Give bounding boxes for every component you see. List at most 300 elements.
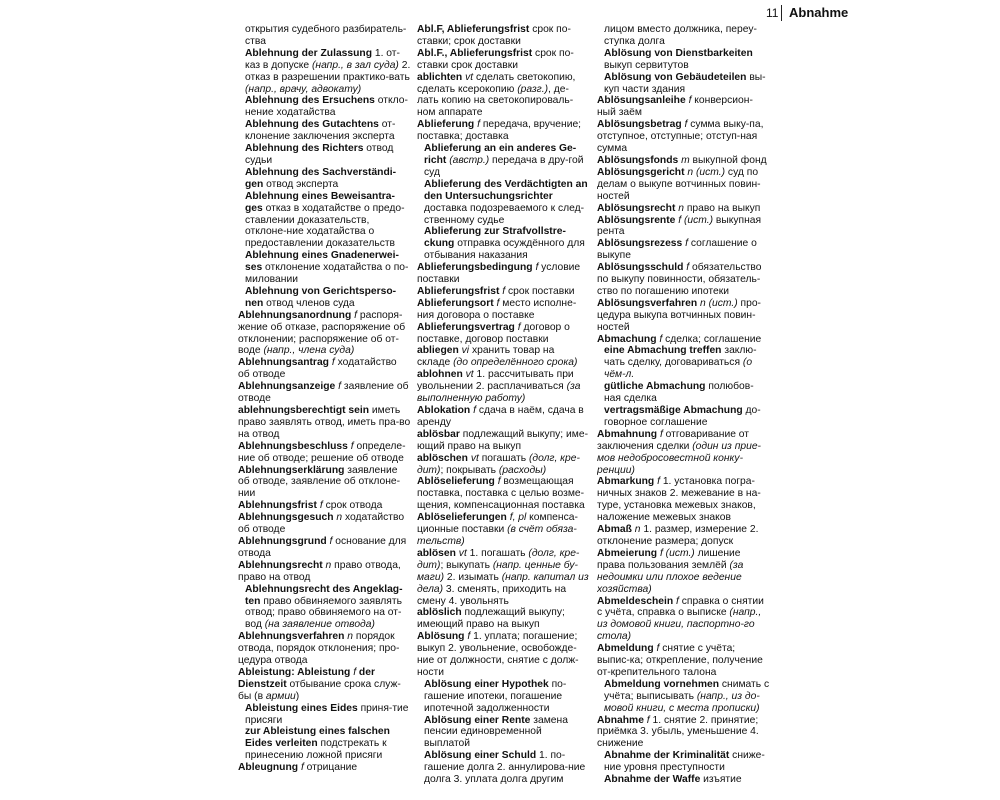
definition: основание для отвода [238, 535, 407, 559]
headword: Ablehnung des Richters [245, 143, 364, 155]
definition: передача в дру-гой суд [424, 154, 584, 178]
definition: 1. снятие 2. принятие; приёмка 3. убыль, уменьшение 4. снижение [597, 714, 759, 750]
entry-continuation [238, 24, 411, 48]
headword: Ablösungsrezess [597, 238, 683, 250]
headword: ablöslich [417, 607, 462, 619]
definition: снятие с учёта; выпис-ка; открепление, получение от-крепительного талона [597, 643, 763, 678]
grammar-note: vi [461, 345, 470, 357]
headword: Ablösung von Dienstbarkeiten [604, 47, 753, 59]
headword: Ablösungsanleihe [597, 95, 686, 107]
headword: Ablösungsrente [597, 214, 676, 226]
headword: Ablokation [417, 405, 471, 416]
headword: Ablehnung von Gerichtsperso-nen [245, 285, 397, 309]
definition: отговаривание от заключения сделки [597, 428, 750, 452]
headword: Ablösung einer Schuld [424, 750, 537, 762]
definition: обязательство по выкупу повинности, обязатель-ство по погашению ипотеки [597, 262, 762, 297]
grammar-note: f, pl [509, 512, 527, 524]
definition: заявление об отводе, заявление об отклоне-нии [238, 464, 401, 500]
dictionary-entry [238, 441, 411, 465]
headword: Ablöselieferung [417, 476, 495, 488]
headword: Abnahme der Waffe [604, 774, 701, 786]
definition: определе-ние об отводе; решение об отводе [238, 440, 406, 464]
grammar-note: f [300, 762, 304, 774]
sub-entry [597, 381, 770, 405]
dictionary-entry [597, 203, 770, 215]
grammar-note: f [329, 535, 333, 547]
grammar-note: f (ист.) [659, 547, 695, 559]
definition: отправка осуждённого для отбывания наказания [424, 238, 585, 262]
headword: Ablehnung des Sachverständi-gen [245, 166, 397, 190]
dictionary-entry [238, 500, 411, 512]
grammar-note: f [686, 262, 690, 274]
definition: место исполне-ния договора о поставке [417, 297, 577, 321]
grammar-note: n [336, 512, 343, 524]
definition: ходатайство об отводе [238, 512, 405, 536]
definition: срок по-ставки срок доставки [417, 47, 574, 71]
grammar-note: n (ист.) [700, 297, 738, 309]
definition: лишение права пользования землёй [597, 547, 741, 571]
headword: Ablösung einer Hypothek [424, 678, 549, 690]
grammar-note: f [659, 428, 663, 440]
grammar-note: f [350, 440, 354, 452]
definition: ; выкупать [440, 559, 493, 571]
definition: отказ в ходатайстве о предо-ставлении доказательств, отклоне-ние ходатайства о предоставлении доказательств [245, 202, 405, 250]
sub-entry [417, 143, 590, 179]
sub-entry [417, 715, 590, 751]
grammar-note: f [353, 666, 357, 678]
headword: Ablehnung der Zulassung [245, 47, 372, 59]
sub-entry [417, 226, 590, 262]
definition: сниже-ние уровня преступности [604, 750, 765, 774]
definition: открытия судебного разбиратель-ства [245, 24, 407, 47]
headword: Ablieferung zur Strafvollstre-ckung [424, 226, 566, 250]
definition: право отвода, право на отвод [238, 559, 401, 583]
headword: Ablösungsschuld [597, 262, 684, 274]
grammar-note: n [634, 524, 641, 536]
definition: откло-нение ходатайства [245, 95, 408, 119]
entry-continuation [597, 24, 770, 48]
headword: ablösbar [417, 428, 460, 440]
headword: Ablieferung [417, 119, 475, 131]
grammar-note: n (ист.) [687, 166, 726, 178]
headword: Ablehnungsverfahren [238, 631, 345, 643]
headword: ablichten [417, 71, 463, 83]
grammar-note: (напр., члена суда) [263, 345, 355, 357]
dictionary-entry [417, 453, 590, 477]
headword: Ablösung von Gebäudeteilen [604, 71, 747, 83]
sub-entry [417, 750, 590, 786]
grammar-note: f [657, 476, 660, 488]
dictionary-entry [597, 548, 770, 596]
headword: Ablösungsrecht [597, 202, 676, 214]
headword: Ablöselieferungen [417, 512, 507, 524]
headword: Abmeierung [597, 547, 658, 559]
dictionary-entry [597, 298, 770, 334]
headword: Ablehnungsrecht des Angeklag-ten [245, 583, 403, 607]
dictionary-entry [417, 48, 590, 72]
headword: Abl.F, Ablieferungsfrist [417, 24, 530, 35]
definition: порядок отвода, порядок отклонения; про-цедура отвода [238, 631, 400, 667]
dictionary-entry [238, 405, 411, 441]
grammar-note: (о чём-л. [604, 357, 753, 381]
guide-word: Abnahme [789, 5, 849, 20]
grammar-note: (напр., в зал суда) [311, 59, 399, 71]
headword: Ablösung [417, 631, 465, 643]
grammar-note: f [646, 714, 650, 726]
headword: Abmahnung [597, 428, 658, 440]
grammar-note: f [496, 297, 500, 309]
sub-entry [238, 703, 411, 727]
grammar-note: f [535, 262, 539, 274]
headword: Ablehnung des Gutachtens [245, 119, 379, 131]
grammar-note: f [685, 238, 689, 250]
definition: конверсион-ный заём [597, 95, 753, 119]
grammar-note: vt [470, 452, 479, 464]
definition: 2. отказ в разрешении практико-вать [245, 59, 411, 83]
headword: Ablehnungsfrist [238, 500, 317, 512]
dictionary-entry [417, 405, 590, 429]
headword: Abmeldeschein [597, 595, 674, 607]
definition: полюбов-ная сделка [604, 381, 754, 405]
grammar-note: (долг, кре-дит) [417, 547, 580, 571]
definition: 3. сменять, приходить на смену 4. увольнять [417, 583, 567, 607]
dictionary-entry [417, 286, 590, 298]
definition: срок отвода [322, 500, 383, 512]
sub-entry [238, 167, 411, 191]
sub-entry [417, 679, 590, 715]
headword: zur Ableistung eines falschen Eides verleiten [245, 726, 390, 750]
headword: Ablehnungsbeschluss [238, 440, 348, 452]
sub-entry [597, 750, 770, 774]
headword: abliegen [417, 345, 459, 357]
sub-entry [597, 774, 770, 786]
definition: лицом вместо должника, переу-ступка долга [604, 24, 757, 47]
dictionary-entry [597, 643, 770, 679]
headword: Ablösungsbetrag [597, 119, 682, 131]
headword: Abmeldung [597, 643, 654, 655]
grammar-note: f [473, 405, 476, 416]
definition: вы-куп части здания [604, 71, 766, 95]
grammar-note: (долг, кре-дит) [417, 452, 580, 476]
definition: снимать с учёта; выписывать [604, 678, 770, 702]
definition: отбывание срока служ-бы (в [238, 678, 401, 702]
definition: подлежащий выкупу; име-ющий право на выкуп [417, 428, 589, 452]
sub-entry [238, 191, 411, 251]
dictionary-entry [597, 715, 770, 751]
sub-entry [238, 726, 411, 762]
dictionary-entry [238, 762, 411, 774]
sub-entry [238, 250, 411, 286]
sub-entry [597, 679, 770, 715]
headword: Ablehnungserklärung [238, 464, 345, 476]
definition: срок поставки [505, 285, 575, 297]
headword: Ablieferung an ein anderes Ge-richt [424, 143, 577, 166]
definition: , де-лать копию на светокопироваль-ном аппарате [417, 83, 574, 119]
headword: Ablieferungsort [417, 297, 494, 309]
headword: ablöschen [417, 452, 468, 464]
definition: распоря-жение об отказе, распоряжение об отклонении; распоряжение об от-воде [238, 309, 406, 357]
headword: Ablösungsfonds [597, 154, 679, 166]
definition: сдача в наём, сдача в аренду [417, 405, 584, 428]
dictionary-entry [597, 95, 770, 119]
definition: до-говорное соглашение [604, 405, 761, 428]
sub-entry [238, 119, 411, 143]
definition: право на выкуп [684, 202, 761, 214]
grammar-note: (до определённого срока) [453, 357, 578, 369]
definition: 1. по-гашение долга 2. аннулирова-ние долга 3. уплата долга другим [424, 750, 586, 786]
headword: gütliche Abmachung [604, 381, 706, 393]
headword: Ablieferung des Verdächtigten an den Untersuchungsrichter [424, 178, 588, 202]
headword: Ablieferungsvertrag [417, 321, 515, 333]
headword: der Dienstzeit [238, 666, 375, 690]
dictionary-entry [238, 560, 411, 584]
headword: Ableistung eines Eides [245, 702, 358, 714]
grammar-note: f [497, 476, 501, 488]
headword: vertragsmäßige Abmachung [604, 405, 743, 416]
grammar-note: (на заявление отвода) [264, 619, 375, 631]
grammar-note: f [688, 95, 692, 107]
dictionary-entry [417, 476, 590, 512]
sub-entry [597, 345, 770, 381]
definition: отвод эксперта [263, 178, 339, 190]
sub-entry [597, 72, 770, 96]
definition: выкупной фонд [689, 154, 767, 166]
grammar-note: f [659, 333, 663, 345]
definition: ) [295, 690, 300, 702]
headword: Ablösungsverfahren [597, 297, 698, 309]
definition: сделка; соглашение [662, 333, 762, 345]
headword: Ablehnungsantrag [238, 357, 329, 369]
definition: выкупная рента [597, 214, 762, 238]
grammar-note: (напр., из домовой книги, паспортно-го стола) [597, 607, 762, 643]
definition: 1. уплата; погашение; выкуп 2. увольнение, освобожде-ние от должности, снятие с долж-ности [417, 631, 579, 678]
definition: отрицание [303, 762, 358, 774]
grammar-note: (австр.) [449, 154, 490, 166]
definition: 1. рассчитывать при увольнении 2. расплачиваться [417, 369, 574, 393]
dictionary-entry [597, 429, 770, 477]
dictionary-entry [417, 119, 590, 143]
dictionary-entry [417, 512, 590, 548]
grammar-note: f [656, 643, 660, 655]
dictionary-entry [597, 238, 770, 262]
grammar-note: (за недоимки или плохое ведение хозяйства) [597, 559, 744, 595]
definition: погашать [478, 452, 529, 464]
definition: право обвиняемого заявлять отвод; право обвиняемого на от-вод [245, 595, 402, 631]
definition: по-гашение ипотеки, погашение ипотечной задолженности [424, 678, 567, 714]
dictionary-entry [597, 262, 770, 298]
definition: ходатайство об отводе [238, 357, 397, 381]
grammar-note: f [477, 119, 480, 131]
definition: 1. погашать [466, 547, 529, 559]
definition: иметь право заявлять отвод, иметь пра-во на отвод [238, 405, 411, 440]
grammar-note: f [467, 631, 471, 643]
grammar-note: vt [465, 369, 474, 381]
definition: сумма выку-па, отступное, отступные; отступ-ная сумма [597, 119, 764, 155]
definition: 1. установка погра-ничных знаков 2. межевание в на-туре, установка межевых знаков, наложение межевых знаков [597, 476, 761, 524]
header-divider [781, 5, 782, 21]
definition: доставка подозреваемого к след-ственному судье [424, 202, 585, 226]
grammar-note: f [338, 381, 342, 393]
grammar-note: армии [265, 690, 296, 702]
dictionary-column-2 [417, 24, 590, 800]
dictionary-entry [597, 119, 770, 155]
grammar-note: f [502, 285, 506, 297]
grammar-note: (за выполненную работу) [417, 381, 581, 405]
dictionary-entry [597, 334, 770, 346]
grammar-note: f [331, 357, 335, 369]
grammar-note: f [675, 595, 679, 607]
dictionary-entry [238, 357, 411, 381]
dictionary-entry [417, 322, 590, 346]
headword: Ablehnungsrecht [238, 559, 323, 571]
grammar-note: f [354, 309, 358, 321]
sub-entry [417, 179, 590, 227]
definition: заклю-чать сделку, договариваться [604, 345, 757, 369]
definition: про-цедура выкупа вотчинных повин-ностей [597, 297, 761, 333]
headword: Ablehnungsgesuch [238, 512, 334, 524]
definition: 1. от-каз в допуске [245, 47, 400, 71]
definition: замена пенсии единовременной выплатой [424, 714, 568, 750]
grammar-note: (в счёт обяза-тельств) [417, 524, 577, 547]
headword: Ablehnung des Ersuchens [245, 95, 375, 107]
definition: отклонение ходатайства о по-миловании [245, 262, 409, 286]
headword: Ableistung: Ableistung [238, 666, 351, 678]
definition: соглашение о выкупе [597, 238, 757, 262]
dictionary-entry [238, 310, 411, 358]
dictionary-entry [417, 429, 590, 453]
definition: 2. изымать [444, 571, 502, 583]
page-number: 11 [766, 6, 779, 20]
sub-entry [597, 405, 770, 429]
definition: сделать светокопию, сделать ксерокопию [417, 71, 576, 95]
sub-entry [597, 48, 770, 72]
grammar-note: (напр. капитал из дела) [417, 571, 589, 595]
dictionary-column-3 [597, 24, 770, 800]
grammar-note: n [325, 559, 332, 571]
dictionary-entry [597, 476, 770, 524]
headword: Abmachung [597, 333, 657, 345]
headword: Abmaß [597, 524, 632, 536]
grammar-note: m [681, 154, 690, 166]
dictionary-entry [417, 369, 590, 405]
headword: ablösen [417, 547, 456, 559]
definition: справка о снятии с учёта, справка о выписке [597, 595, 764, 619]
definition: возмещающая поставка, поставка с целью возме-щения, компенсационная поставка [417, 476, 585, 512]
dictionary-column-1 [238, 24, 411, 800]
headword: Ablieferungsbedingung [417, 262, 533, 274]
headword: Ablehnung eines Gnadenerwei-ses [245, 250, 399, 274]
headword: ablohnen [417, 369, 463, 381]
definition: суд по делам о выкупе вотчинных повин-ностей [597, 166, 761, 202]
grammar-note: (напр., врачу, адвокату) [245, 83, 362, 95]
grammar-note: (напр. ценные бу-маги) [417, 559, 578, 583]
grammar-note: n [678, 202, 684, 214]
dictionary-entry [417, 298, 590, 322]
headword: ablehnungsberechtigt sein [238, 405, 370, 416]
dictionary-entry [597, 215, 770, 239]
definition: 1. размер, измерение 2. отклонение размера; допуск [597, 524, 759, 547]
dictionary-entry [417, 607, 590, 631]
sub-entry [238, 95, 411, 119]
definition: хранить товар на складе [417, 345, 555, 369]
dictionary-entry [417, 631, 590, 679]
grammar-note: vt [458, 547, 467, 559]
headword: Ablehnungsanordnung [238, 309, 352, 321]
dictionary-entry [417, 262, 590, 286]
dictionary-entry [238, 512, 411, 536]
dictionary-entry [417, 345, 590, 369]
grammar-note: n [347, 631, 354, 643]
dictionary-entry [417, 24, 590, 48]
headword: Ablösung einer Rente [424, 714, 531, 726]
grammar-note: f [319, 500, 323, 512]
sub-entry [238, 48, 411, 96]
headword: Abl.F., Ablieferungsfrist [417, 47, 533, 59]
grammar-note: f [517, 321, 521, 333]
grammar-note: vt [465, 71, 474, 83]
definition: подлежащий выкупу; имеющий право на выкуп [417, 607, 565, 631]
grammar-note: f (ист.) [678, 214, 714, 226]
definition: подстрекать к принесению ложной присяги [245, 738, 387, 762]
headword: Ablösungsgericht [597, 166, 685, 178]
dictionary-entry [597, 524, 770, 548]
grammar-note: (расходы) [498, 464, 547, 476]
dictionary-entry [597, 167, 770, 203]
headword: Ablehnung eines Beweisantra-ges [245, 190, 395, 214]
grammar-note: f [684, 119, 688, 131]
headword: Abmeldung vornehmen [604, 678, 719, 690]
sub-entry [238, 584, 411, 632]
definition: компенса-ционные поставки [417, 512, 578, 536]
running-head [680, 4, 1000, 22]
definition: срок по-ставки; срок доставки [417, 24, 571, 47]
grammar-note: (разг.) [517, 83, 549, 95]
dictionary-entry [417, 548, 590, 608]
definition: передача, вручение; поставка; доставка [417, 119, 582, 143]
headword: Ablehnungsgrund [238, 535, 327, 547]
definition: ; покрывать [440, 464, 499, 476]
headword: Ablehnungsanzeige [238, 381, 336, 393]
headword: Ableugnung [238, 762, 299, 774]
dictionary-entry [238, 465, 411, 501]
headword: Ablieferungsfrist [417, 285, 500, 297]
headword: Abnahme der Kriminalität [604, 750, 730, 762]
definition: выкуп сервитутов [604, 59, 689, 71]
grammar-note: (один из прие-мов недобросовестной конку-ренции) [597, 440, 761, 476]
definition: условие поставки [417, 262, 581, 286]
definition: от-клонение заключения эксперта [245, 119, 396, 143]
definition: изъятие [700, 774, 742, 786]
definition: заявление об отводе [238, 381, 409, 405]
grammar-note: (напр., из до-мовой книги, с места прописки) [604, 690, 760, 714]
dictionary-entry [597, 155, 770, 167]
headword: Abnahme [597, 714, 644, 726]
dictionary-entry [238, 536, 411, 560]
dictionary-entry [238, 667, 411, 703]
dictionary-entry [238, 631, 411, 667]
headword: eine Abmachung treffen [604, 345, 722, 357]
definition: отвод судьи [245, 143, 394, 166]
sub-entry [238, 286, 411, 310]
definition: договор о поставке, договор поставки [417, 321, 570, 345]
definition: отвод членов суда [263, 297, 355, 309]
dictionary-entry [417, 72, 590, 120]
sub-entry [238, 143, 411, 167]
dictionary-entry [597, 596, 770, 644]
headword: Abmarkung [597, 476, 655, 488]
dictionary-entry [238, 381, 411, 405]
definition: приня-тие присяги [245, 702, 409, 726]
